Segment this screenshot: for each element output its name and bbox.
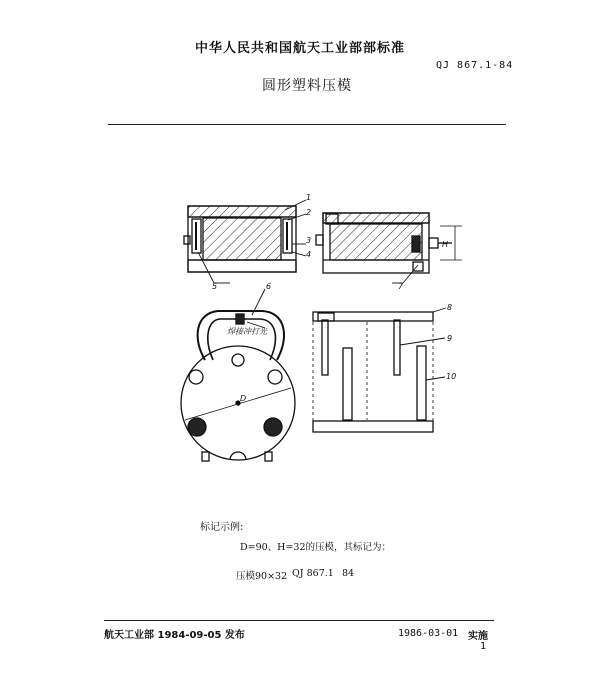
side-view (313, 308, 446, 432)
issued-line: 航天工业部 1984-09-05 发布 (104, 630, 245, 641)
callout-5: 5 (212, 282, 218, 291)
section-view-left (184, 206, 296, 272)
example-heading: 标记示例: (200, 522, 244, 533)
example-line-2-part-3: 84 (342, 568, 355, 579)
example-line-2-part-2: QJ 867.1 (292, 568, 334, 579)
plan-view (181, 289, 295, 461)
example-line-2-part-1: 压模90×32 (236, 571, 288, 582)
callout-2: 2 (306, 208, 312, 217)
standard-issuer: 中华人民共和国航天工业部部标准 (194, 41, 405, 56)
callout-7: 7 (398, 282, 404, 291)
implemented-date: 1986-03-01 (398, 628, 459, 639)
handle-note: 焊接冲打光 (227, 327, 267, 336)
dimension-D-label: D (240, 394, 247, 403)
callout-9: 9 (447, 334, 453, 343)
page-number: 1 (480, 641, 487, 652)
callout-6: 6 (266, 282, 272, 291)
document-title: 圆形塑料压模 (262, 78, 352, 94)
section-view-right (316, 213, 452, 273)
callout-8: 8 (447, 303, 453, 312)
implemented-label: 实施 (468, 631, 488, 642)
callout-1: 1 (306, 193, 312, 202)
footer-rule (104, 620, 494, 621)
example-line-1: D=90、H=32的压模，其标记为： (240, 542, 391, 553)
callout-4: 4 (306, 250, 312, 259)
standard-code: QJ 867.1-84 (436, 60, 514, 71)
dimension-H-label: H (442, 240, 449, 249)
callout-10: 10 (446, 372, 457, 381)
callout-3: 3 (306, 236, 312, 245)
